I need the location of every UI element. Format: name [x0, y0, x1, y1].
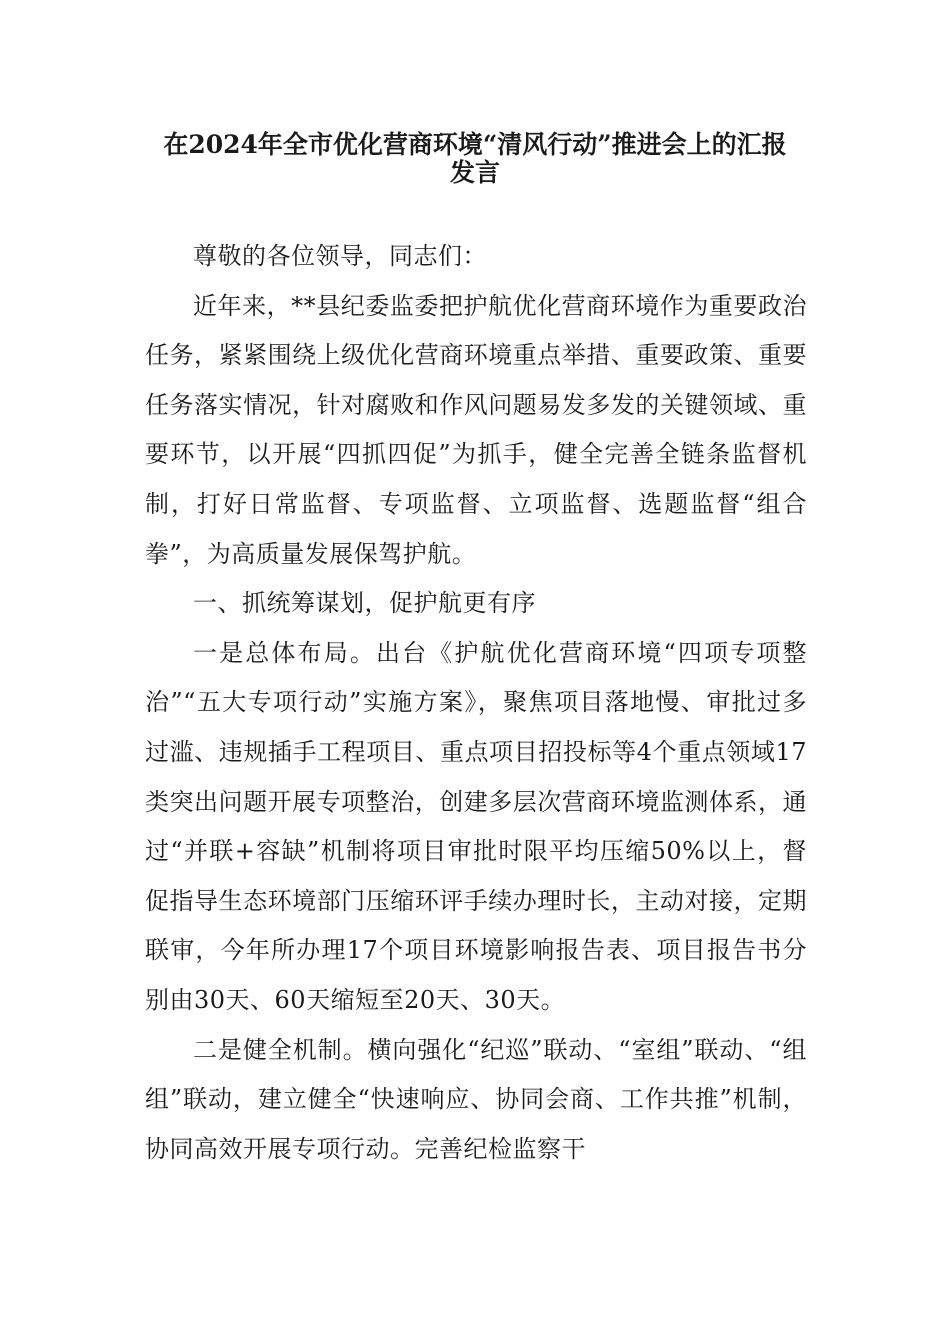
- paragraph-overall-layout: 一是总体布局。出台《护航优化营商环境“四项专项整治”“五大专项行动”实施方案》，聚焦项目落地慢、审批过多过滥、违规插手工程项目、重点项目招投标等4个重点领域17类突出问题开展专项整治，创建多层次营商环境监测体系，通过“并联+容缺”机制将项目审批时限平均压缩50%以上，督促指导生态环境部门压缩环评手续办理时长，主动对接，定期联审，今年所办理17个项目环境影响报告表、项目报告书分别由30天、60天缩短至20天、30天。: [145, 638, 807, 1014]
- document-title-line-2: 发言: [449, 158, 500, 187]
- document-body: [145, 232, 807, 1174]
- paragraph-mechanism: 二是健全机制。横向强化“纪巡”联动、“室组”联动、“组组”联动，建立健全“快速响应、协同会商、工作共推”机制，协同高效开展专项行动。完善纪检监察干: [145, 1035, 807, 1163]
- paragraph-intro: 近年来，**县纪委监委把护航优化营商环境作为重要政治任务，紧紧围绕上级优化营商环境重点举措、重要政策、重要任务落实情况，针对腐败和作风问题易发多发的关键领域、重要环节，以开展“四抓四促”为抓手，健全完善全链条监督机制，打好日常监督、专项监督、立项监督、选题监督“组合拳”，为高质量发展保驾护航。: [145, 291, 807, 568]
- section-heading-1: 一、抓统筹谋划，促护航更有序: [193, 589, 536, 618]
- salutation: 尊敬的各位领导，同志们：: [193, 242, 487, 270]
- document-title-line-1: 在2024年全市优化营商环境“清风行动”推进会上的汇报: [163, 130, 787, 159]
